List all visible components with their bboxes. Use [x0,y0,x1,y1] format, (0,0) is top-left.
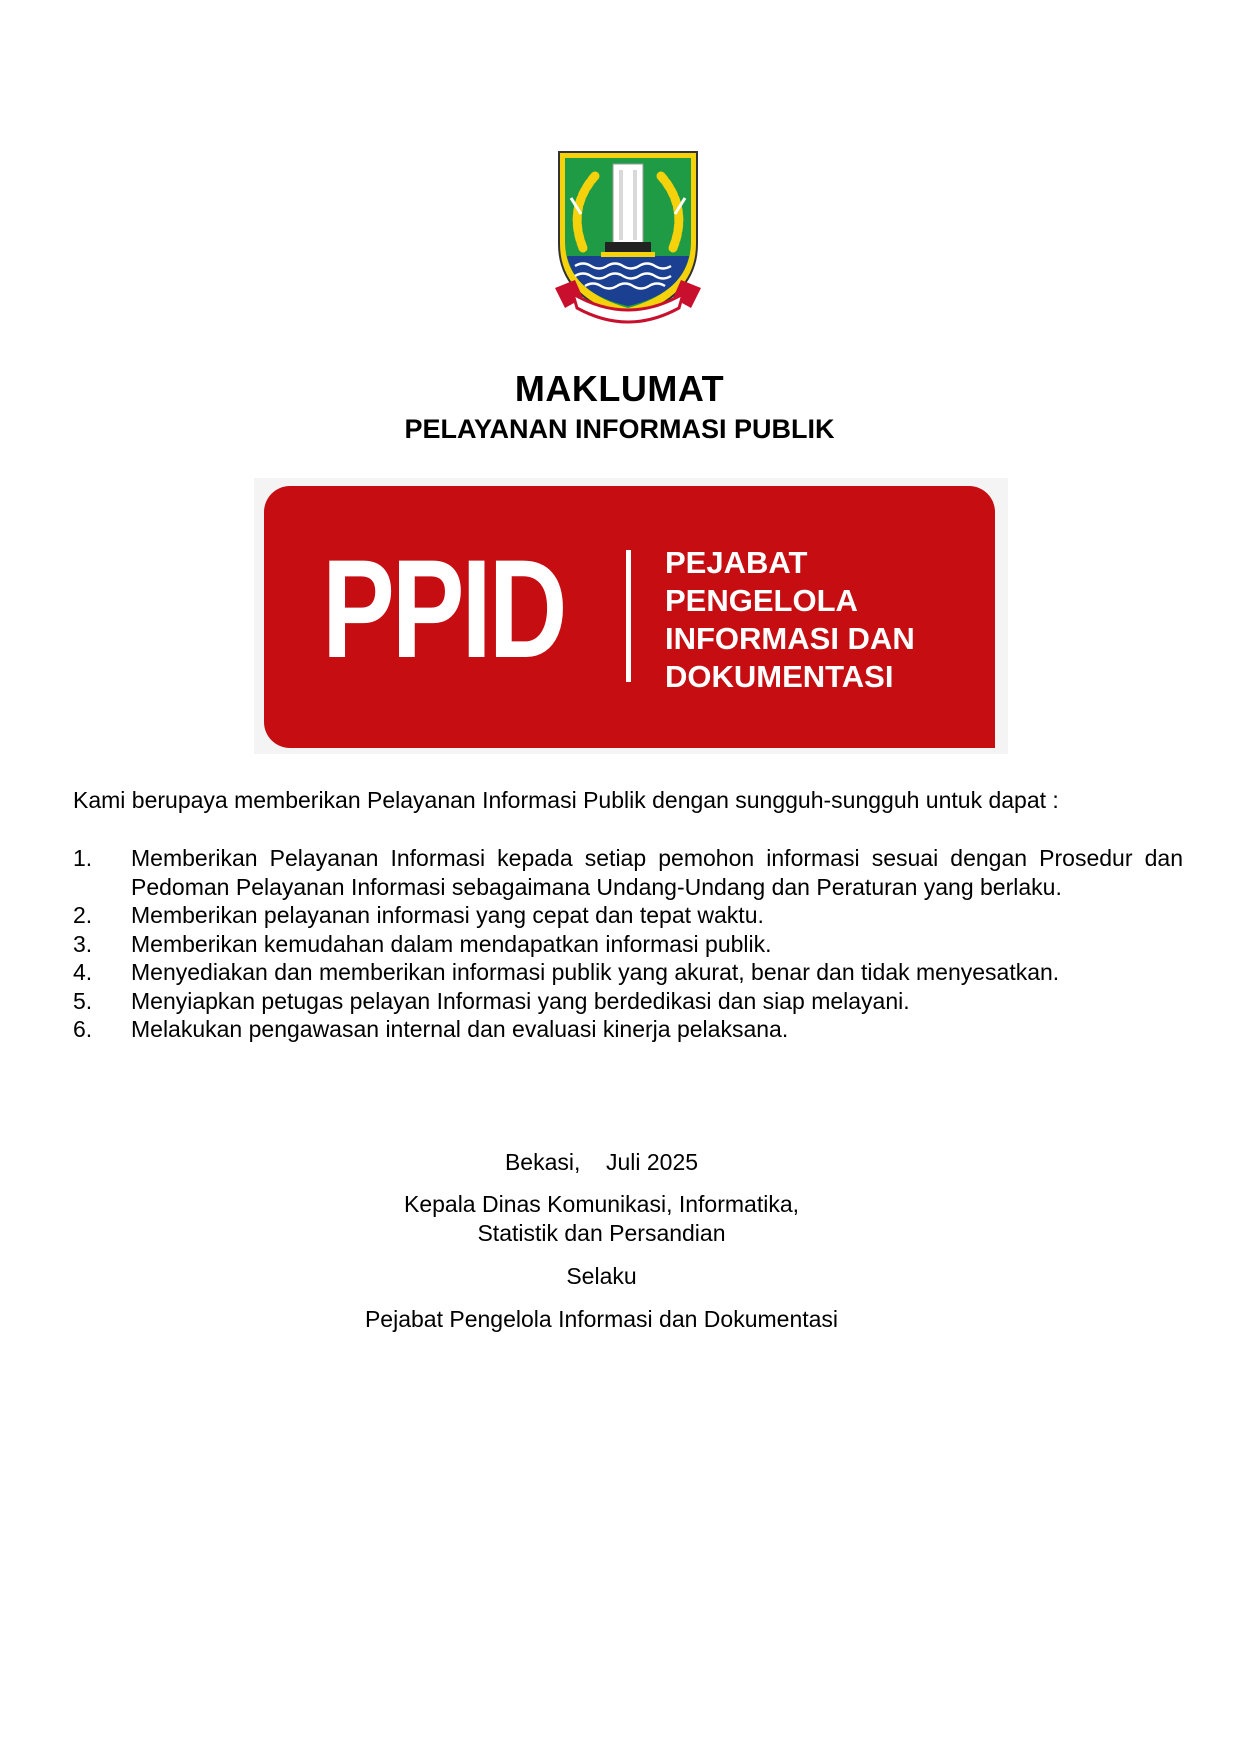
list-number: 2. [73,902,93,928]
intro-paragraph: Kami berupaya memberikan Pelayanan Informasi Publik dengan sungguh-sungguh untuk dapat : [73,787,1059,813]
signature-office-line: Statistik dan Persandian [477,1220,726,1246]
ppid-word: PENGELOLA [665,583,858,618]
signature-role: Pejabat Pengelola Informasi dan Dokumentasi [364,1306,839,1332]
list-item [73,901,1183,930]
list-text: Memberikan Pelayanan Informasi kepada setiap pemohon informasi sesuai dengan Prosedur dan Pedoman Pelayanan Informasi sebagaimana Undang-Undang dan Peraturan yang berlaku. [131,845,1183,900]
signature-office-line: Kepala Dinas Komunikasi, Informatika, [403,1191,800,1217]
list-item [73,958,1183,987]
ppid-word: DOKUMENTASI [665,659,894,694]
list-text: Menyiapkan petugas pelayan Informasi yang berdedikasi dan siap melayani. [131,987,910,1014]
ppid-word: INFORMASI DAN [665,621,915,656]
city-emblem-logo [553,148,703,328]
ppid-full-name [665,544,915,696]
signature-office [300,1190,903,1248]
list-number: 1. [73,845,93,871]
document-subtitle: PELAYANAN INFORMASI PUBLIK [404,414,835,444]
ppid-banner [264,486,995,748]
list-item [73,987,1183,1016]
signature-date: Bekasi, Juli 2025 [504,1149,699,1175]
list-item [73,930,1183,959]
document-title: MAKLUMAT [514,368,725,409]
list-text: Menyediakan dan memberikan informasi publik yang akurat, benar dan tidak menyesatkan. [131,959,1060,985]
ppid-word: PEJABAT [665,545,808,580]
ppid-acronym: PPID [322,530,565,687]
list-item [73,1015,1183,1044]
list-text: Memberikan pelayanan informasi yang cepat dan tepat waktu. [131,902,764,928]
list-number: 4. [73,959,93,985]
list-number: 5. [73,987,93,1014]
list-number: 6. [73,1016,93,1042]
commitment-list [73,844,1183,1044]
list-item [73,844,1183,901]
signature-selaku: Selaku [566,1263,637,1289]
list-number: 3. [73,930,93,957]
list-text: Memberikan kemudahan dalam mendapatkan informasi publik. [131,930,772,957]
banner-divider [626,550,631,682]
list-text: Melakukan pengawasan internal dan evaluasi kinerja pelaksana. [131,1016,789,1042]
